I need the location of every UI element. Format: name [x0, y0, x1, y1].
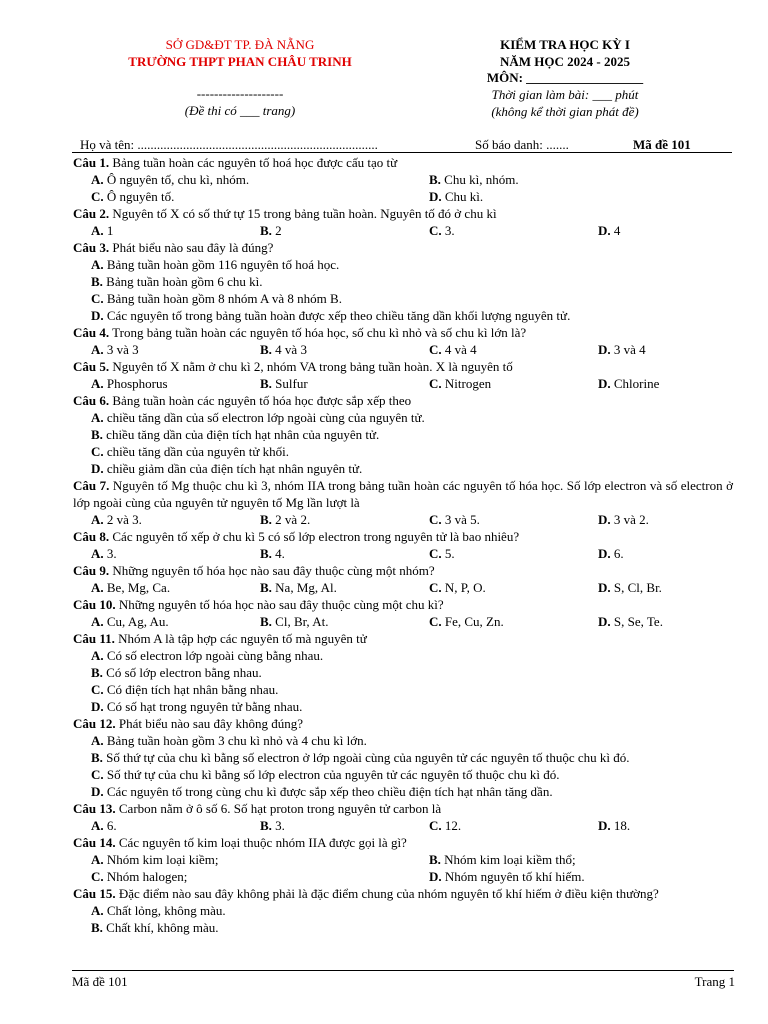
option-text: Các nguyên tố trong cùng chu kì được sắp xếp theo chiều điện tích hạt nhân tăng dần. — [106, 784, 553, 799]
option-text: 3 và 2. — [613, 512, 649, 527]
option-text: Có số hạt trong nguyên tử bằng nhau. — [106, 699, 303, 714]
option-letter: D. — [598, 223, 611, 238]
question-7 — [73, 477, 733, 528]
footer-exam-code: Mã đề 101 — [72, 974, 128, 989]
option-text: 2 và 2. — [275, 512, 311, 527]
question-number: Câu 3. — [73, 240, 110, 255]
option-text: Phosphorus — [106, 376, 168, 391]
option-letter: B. — [260, 818, 272, 833]
option-letter: B. — [260, 342, 272, 357]
question-9 — [73, 562, 733, 596]
option-letter: A. — [91, 614, 104, 629]
question-number: Câu 13. — [73, 801, 116, 816]
question-text: Nhóm A là tập hợp các nguyên tố mà nguyên tử — [118, 631, 367, 646]
questions-list — [73, 154, 733, 936]
question-number: Câu 6. — [73, 393, 110, 408]
option-text: Sulfur — [275, 376, 308, 391]
option-text: 3 và 5. — [444, 512, 480, 527]
option-text: S, Cl, Br. — [613, 580, 662, 595]
option-text: Ô nguyên tố. — [106, 189, 175, 204]
option-text: chiều giảm dần của điện tích hạt nhân nguyên tử. — [106, 461, 363, 476]
option-letter: C. — [91, 444, 104, 459]
option-letter: D. — [91, 784, 104, 799]
question-2 — [73, 205, 733, 239]
option-text: 2 và 3. — [106, 512, 142, 527]
option-letter: A. — [91, 376, 104, 391]
option-letter: C. — [429, 818, 442, 833]
option-text: Chu kì. — [444, 189, 484, 204]
option-text: Số thứ tự của chu kì bằng số lớp electron của nguyên tử các nguyên tố thuộc chu kì đó. — [106, 767, 560, 782]
option-letter: D. — [598, 376, 611, 391]
time-line: Thời gian làm bài: ___ phút — [491, 87, 639, 102]
option-text: 12. — [444, 818, 462, 833]
option-text: Nhóm kim loại kiềm thổ; — [444, 852, 576, 867]
option-text: Bảng tuần hoàn gồm 3 chu kì nhỏ và 4 chu kì lớn. — [106, 733, 367, 748]
option-letter: A. — [91, 257, 104, 272]
option-letter: A. — [91, 172, 104, 187]
option-letter: A. — [91, 580, 104, 595]
question-number: Câu 2. — [73, 206, 110, 221]
option-letter: A. — [91, 410, 104, 425]
question-text: Bảng tuần hoàn các nguyên tố hóa học được sắp xếp theo — [112, 393, 412, 408]
department-name: SỞ GD&ĐT TP. ĐÀ NẴNG — [165, 37, 315, 52]
option-letter: C. — [91, 767, 104, 782]
option-text: chiều tăng dần của số electron lớp ngoài cùng của nguyên tử. — [106, 410, 425, 425]
question-text: Nguyên tố Mg thuộc chu kì 3, nhóm IIA trong bảng tuần hoàn các nguyên tố hóa học. Số lớp electron và số electron ở lớp ngoài cùng của nguyên tử nguyên tố Mg lần lượt là — [73, 478, 733, 510]
option-text: S, Se, Te. — [613, 614, 663, 629]
question-text: Nguyên tố X nằm ở chu kì 2, nhóm VA trong bảng tuần hoàn. X là nguyên tố — [112, 359, 513, 374]
question-text: Các nguyên tố kim loại thuộc nhóm IIA được gọi là gì? — [118, 835, 407, 850]
question-number: Câu 4. — [73, 325, 110, 340]
option-text: Nitrogen — [444, 376, 492, 391]
question-1 — [73, 154, 733, 205]
option-text: Cl, Br, At. — [275, 614, 329, 629]
school-name: TRƯỜNG THPT PHAN CHÂU TRINH — [128, 54, 352, 69]
question-number: Câu 5. — [73, 359, 110, 374]
option-text: 5. — [444, 546, 455, 561]
question-10 — [73, 596, 733, 630]
option-text: 3. — [444, 223, 455, 238]
option-text: 3. — [106, 546, 117, 561]
student-name-field: Họ và tên: .......................................................................... — [80, 137, 378, 152]
option-text: Có điện tích hạt nhân bằng nhau. — [106, 682, 279, 697]
option-text: 3 và 4 — [613, 342, 646, 357]
option-letter: A. — [91, 342, 104, 357]
option-text: Các nguyên tố trong bảng tuần hoàn được xếp theo chiều tăng dần khối lượng nguyên tử. — [106, 308, 571, 323]
option-text: Be, Mg, Ca. — [106, 580, 171, 595]
option-letter: C. — [429, 546, 442, 561]
option-letter: D. — [91, 699, 104, 714]
option-letter: B. — [91, 665, 103, 680]
option-letter: A. — [91, 546, 104, 561]
option-text: Bảng tuần hoàn gồm 6 chu kì. — [106, 274, 263, 289]
question-4 — [73, 324, 733, 358]
option-letter: D. — [598, 546, 611, 561]
option-letter: C. — [429, 376, 442, 391]
option-text: Fe, Cu, Zn. — [444, 614, 504, 629]
question-15 — [73, 885, 733, 936]
question-text: Carbon nằm ở ô số 6. Số hạt proton trong nguyên tử carbon là — [118, 801, 442, 816]
question-text: Phát biểu nào sau đây là đúng? — [112, 240, 274, 255]
option-text: 18. — [613, 818, 631, 833]
option-text: Có số lớp electron bằng nhau. — [106, 665, 262, 680]
option-text: Nhóm nguyên tố khí hiếm. — [444, 869, 585, 884]
option-letter: A. — [91, 648, 104, 663]
question-number: Câu 12. — [73, 716, 116, 731]
option-letter: C. — [91, 189, 104, 204]
question-text: Phát biểu nào sau đây không đúng? — [118, 716, 304, 731]
option-letter: B. — [260, 223, 272, 238]
option-letter: C. — [429, 223, 442, 238]
question-text: Trong bảng tuần hoàn các nguyên tố hóa học, số chu kì nhỏ và số chu kì lớn là? — [112, 325, 527, 340]
option-text: 4 và 3 — [275, 342, 307, 357]
question-text: Những nguyên tố hóa học nào sau đây thuộc cùng một nhóm? — [112, 563, 435, 578]
option-letter: C. — [429, 614, 442, 629]
option-letter: C. — [429, 342, 442, 357]
question-14 — [73, 834, 733, 885]
header-divider — [72, 152, 732, 153]
option-text: chiều tăng dần của nguyên tử khối. — [106, 444, 290, 459]
option-text: Số thứ tự của chu kì bằng số electron ở lớp ngoài cùng của nguyên tử các nguyên tố thuộc chu kì đó. — [106, 750, 630, 765]
question-text: Đặc điểm nào sau đây không phải là đặc điểm chung của nhóm nguyên tố khí hiếm ở điều kiện thường? — [118, 886, 659, 901]
option-letter: A. — [91, 512, 104, 527]
option-letter: D. — [598, 512, 611, 527]
option-letter: A. — [91, 818, 104, 833]
option-letter: C. — [91, 869, 104, 884]
question-number: Câu 14. — [73, 835, 116, 850]
option-letter: A. — [91, 852, 104, 867]
option-letter: B. — [260, 614, 272, 629]
option-text: Chất lỏng, không màu. — [106, 903, 226, 918]
option-letter: D. — [598, 580, 611, 595]
option-text: 3. — [275, 818, 285, 833]
option-text: Cu, Ag, Au. — [106, 614, 169, 629]
option-letter: B. — [429, 172, 441, 187]
option-letter: B. — [91, 920, 103, 935]
option-letter: C. — [91, 291, 104, 306]
option-letter: C. — [429, 512, 442, 527]
option-text: Bảng tuần hoàn gồm 8 nhóm A và 8 nhóm B. — [106, 291, 342, 306]
option-letter: B. — [260, 376, 272, 391]
option-text: N, P, O. — [444, 580, 486, 595]
option-letter: B. — [91, 427, 103, 442]
option-letter: D. — [598, 818, 611, 833]
option-letter: C. — [91, 682, 104, 697]
option-text: Chất khí, không màu. — [106, 920, 219, 935]
footer-divider — [72, 970, 734, 971]
exam-title: KIỂM TRA HỌC KỲ I — [500, 37, 630, 52]
question-11 — [73, 630, 733, 715]
option-text: chiều tăng dần của điện tích hạt nhân của nguyên tử. — [106, 427, 380, 442]
time-note: (không kể thời gian phát đề) — [491, 104, 639, 119]
option-letter: D. — [598, 614, 611, 629]
option-text: 4. — [275, 546, 285, 561]
option-letter: A. — [91, 903, 104, 918]
question-text: Nguyên tố X có số thứ tự 15 trong bảng tuần hoàn. Nguyên tố đó ở chu kì — [112, 206, 497, 221]
question-number: Câu 15. — [73, 886, 116, 901]
option-letter: B. — [260, 546, 272, 561]
question-number: Câu 7. — [73, 478, 110, 493]
school-year: NĂM HỌC 2024 - 2025 — [500, 54, 630, 69]
question-number: Câu 9. — [73, 563, 110, 578]
question-number: Câu 11. — [73, 631, 115, 646]
question-3 — [73, 239, 733, 324]
question-text: Các nguyên tố xếp ở chu kì 5 có số lớp electron trong nguyên tử là bao nhiêu? — [112, 529, 520, 544]
pages-note: (Đề thi có ___ trang) — [184, 103, 296, 118]
option-text: 3 và 3 — [106, 342, 139, 357]
question-8 — [73, 528, 733, 562]
option-text: Ô nguyên tố, chu kì, nhóm. — [106, 172, 250, 187]
option-letter: B. — [429, 852, 441, 867]
question-text: Những nguyên tố hóa học nào sau đây thuộc cùng một chu kì? — [118, 597, 444, 612]
option-text: Chu kì, nhóm. — [444, 172, 519, 187]
option-text: 4 — [613, 223, 621, 238]
question-number: Câu 1. — [73, 155, 110, 170]
option-letter: B. — [260, 512, 272, 527]
option-text: Nhóm kim loại kiềm; — [106, 852, 219, 867]
option-text: 6. — [106, 818, 117, 833]
student-info-line — [80, 136, 735, 153]
question-12 — [73, 715, 733, 800]
question-5 — [73, 358, 733, 392]
option-text: Có số electron lớp ngoài cùng bằng nhau. — [106, 648, 324, 663]
question-number: Câu 8. — [73, 529, 110, 544]
footer-page-number: Trang 1 — [694, 974, 735, 989]
option-text: 1 — [106, 223, 114, 238]
option-text: Na, Mg, Al. — [275, 580, 337, 595]
option-letter: D. — [91, 461, 104, 476]
header-dashes: -------------------- — [196, 86, 284, 101]
option-text: Bảng tuần hoàn gồm 116 nguyên tố hoá học. — [106, 257, 340, 272]
exam-code: Mã đề 101 — [633, 137, 691, 152]
option-letter: A. — [91, 223, 104, 238]
option-letter: B. — [260, 580, 272, 595]
option-letter: C. — [429, 580, 442, 595]
candidate-number-field: Số báo danh: ....... — [475, 137, 569, 152]
option-letter: D. — [429, 189, 442, 204]
option-letter: D. — [598, 342, 611, 357]
option-letter: B. — [91, 750, 103, 765]
question-6 — [73, 392, 733, 477]
option-text: 6. — [613, 546, 624, 561]
option-text: Chlorine — [613, 376, 660, 391]
option-text: 4 và 4 — [444, 342, 477, 357]
question-text: Bảng tuần hoàn các nguyên tố hoá học được cấu tạo từ — [112, 155, 398, 170]
option-letter: A. — [91, 733, 104, 748]
question-13 — [73, 800, 733, 834]
question-number: Câu 10. — [73, 597, 116, 612]
option-letter: B. — [91, 274, 103, 289]
option-text: Nhóm halogen; — [106, 869, 188, 884]
option-letter: D. — [91, 308, 104, 323]
option-text: 2 — [275, 223, 282, 238]
subject-line: MÔN: __________________ — [486, 70, 644, 85]
option-letter: D. — [429, 869, 442, 884]
